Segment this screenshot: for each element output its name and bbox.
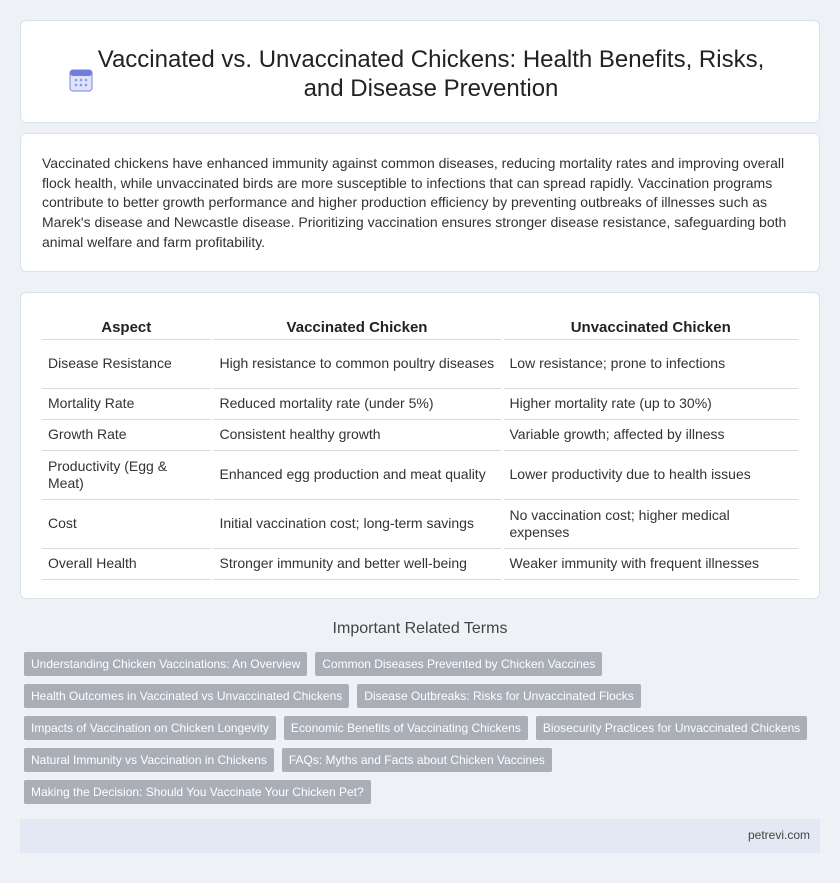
related-term-link[interactable]: Common Diseases Prevented by Chicken Vaccines [315, 652, 602, 676]
aspect-cell: Overall Health [42, 549, 212, 580]
table-row [42, 451, 798, 500]
vaccinated-cell: High resistance to common poultry diseases [212, 340, 502, 389]
unvaccinated-cell: Weaker immunity with frequent illnesses [502, 549, 798, 580]
footer-site[interactable]: petrevi.com [747, 828, 810, 842]
related-term-link[interactable]: Health Outcomes in Vaccinated vs Unvaccinated Chickens [24, 684, 349, 708]
vaccinated-cell: Consistent healthy growth [212, 420, 502, 451]
related-term-link[interactable]: Natural Immunity vs Vaccination in Chickens [24, 748, 274, 772]
related-terms-list [24, 652, 824, 812]
summary-card [20, 133, 820, 272]
table-row [42, 420, 798, 451]
table-row [42, 389, 798, 420]
unvaccinated-cell: Lower productivity due to health issues [502, 451, 798, 500]
related-term-link[interactable]: Disease Outbreaks: Risks for Unvaccinated Flocks [357, 684, 640, 708]
related-terms-title: Important Related Terms [332, 620, 508, 637]
related-term-link[interactable]: Economic Benefits of Vaccinating Chickens [284, 716, 528, 740]
aspect-cell: Mortality Rate [42, 389, 212, 420]
vaccinated-cell: Enhanced egg production and meat quality [212, 451, 502, 500]
aspect-cell: Growth Rate [42, 420, 212, 451]
page-title: Vaccinated vs. Unvaccinated Chickens: Health Benefits, Risks, and Disease Prevention [97, 46, 765, 102]
related-term-link[interactable]: Biosecurity Practices for Unvaccinated Chickens [536, 716, 807, 740]
vaccinated-cell: Reduced mortality rate (under 5%) [212, 389, 502, 420]
table-row [42, 549, 798, 580]
summary-text: Vaccinated chickens have enhanced immunity against common diseases, reducing mortality rates and improving overall flock health, while unvaccinated birds are more susceptible to infections that can spread rapidly. Vaccination programs contribute to better growth performance and higher production efficiency by preventing outbreaks of illnesses such as Marek's disease and Newcastle disease. Prioritizing vaccination ensures stronger disease resistance, safeguarding both animal welfare and farm profitability. [42, 155, 787, 250]
aspect-cell: Productivity (Egg & Meat) [42, 451, 212, 500]
aspect-cell: Cost [42, 500, 212, 549]
unvaccinated-cell: No vaccination cost; higher medical expenses [502, 500, 798, 549]
unvaccinated-cell: Variable growth; affected by illness [502, 420, 798, 451]
vaccinated-cell: Stronger immunity and better well-being [212, 549, 502, 580]
comparison-card [20, 292, 820, 599]
table-row [42, 340, 798, 389]
related-term-link[interactable]: Impacts of Vaccination on Chicken Longevity [24, 716, 276, 740]
related-term-link[interactable]: Understanding Chicken Vaccinations: An Overview [24, 652, 307, 676]
table-row [42, 500, 798, 549]
header-vaccinated: Vaccinated Chicken [212, 315, 502, 340]
header-aspect: Aspect [42, 315, 212, 340]
footer [20, 819, 820, 853]
related-term-link[interactable]: Making the Decision: Should You Vaccinate Your Chicken Pet? [24, 780, 371, 804]
unvaccinated-cell: Higher mortality rate (up to 30%) [502, 389, 798, 420]
vaccinated-cell: Initial vaccination cost; long-term savings [212, 500, 502, 549]
aspect-cell: Disease Resistance [42, 340, 212, 389]
unvaccinated-cell: Low resistance; prone to infections [502, 340, 798, 389]
header-unvaccinated: Unvaccinated Chicken [502, 315, 798, 340]
comparison-table [42, 315, 798, 580]
table-header-row [42, 315, 798, 340]
related-term-link[interactable]: FAQs: Myths and Facts about Chicken Vaccines [282, 748, 552, 772]
title-card [20, 20, 820, 123]
